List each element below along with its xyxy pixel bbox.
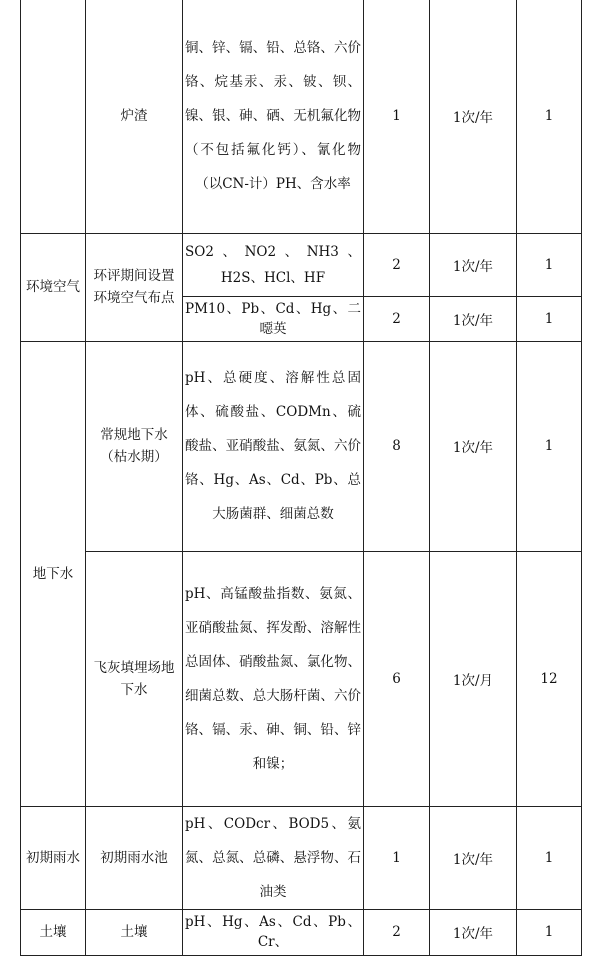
frequency-cell: 1次/年 [430, 909, 517, 955]
times-cell: 1 [517, 296, 582, 341]
monitoring-table [20, 0, 582, 956]
frequency-cell: 1次/年 [430, 296, 517, 341]
times-cell: 1 [517, 341, 582, 551]
parameters-cell: PM10、Pb、Cd、Hg、二噁英 [183, 296, 364, 341]
parameters-cell: 铜、锌、镉、铅、总铬、六价铬、烷基汞、汞、铍、钡、镍、银、砷、硒、无机氟化物（不包括氟化钙）、氰化物（以CN-计）PH、含水率 [183, 0, 364, 233]
table-row [21, 806, 582, 909]
point-count-cell: 2 [364, 909, 430, 955]
times-cell: 1 [517, 233, 582, 296]
table-row [21, 233, 582, 296]
monitoring-point-cell: 飞灰填埋场地下水 [86, 551, 183, 806]
monitoring-point-cell: 炉渣 [86, 0, 183, 233]
category-cell: 环境空气 [21, 233, 86, 341]
point-count-cell: 6 [364, 551, 430, 806]
point-count-cell: 8 [364, 341, 430, 551]
category-cell: 初期雨水 [21, 806, 86, 909]
frequency-cell: 1次/年 [430, 806, 517, 909]
parameters-cell: pH、高锰酸盐指数、氨氮、亚硝酸盐氮、挥发酚、溶解性总固体、硝酸盐氮、氯化物、细菌总数、总大肠杆菌、六价铬、镉、汞、砷、铜、铅、锌和镍； [183, 551, 364, 806]
table-row [21, 909, 582, 955]
table-row [21, 341, 582, 551]
monitoring-point-cell: 土壤 [86, 909, 183, 955]
monitoring-point-cell: 环评期间设置环境空气布点 [86, 233, 183, 341]
frequency-cell: 1次/年 [430, 0, 517, 233]
frequency-cell: 1次/年 [430, 233, 517, 296]
parameters-cell: pH、总硬度、溶解性总固体、硫酸盐、CODMn、硫酸盐、亚硝酸盐、氨氮、六价铬、Hg、As、Cd、Pb、总大肠菌群、细菌总数 [183, 341, 364, 551]
times-cell: 1 [517, 0, 582, 233]
point-count-cell: 1 [364, 0, 430, 233]
category-cell: 土壤 [21, 909, 86, 955]
monitoring-point-cell: 初期雨水池 [86, 806, 183, 909]
point-count-cell: 2 [364, 233, 430, 296]
parameters-cell: pH、CODcr、BOD5、氨氮、总氮、总磷、悬浮物、石油类 [183, 806, 364, 909]
frequency-cell: 1次/年 [430, 341, 517, 551]
table-row [21, 551, 582, 806]
category-cell: 地下水 [21, 341, 86, 806]
point-count-cell: 1 [364, 806, 430, 909]
times-cell: 1 [517, 909, 582, 955]
parameters-cell: SO2、NO2、NH3、H2S、HCl、HF [183, 233, 364, 296]
parameters-cell: pH、Hg、As、Cd、Pb、Cr、 [183, 909, 364, 955]
times-cell: 1 [517, 806, 582, 909]
frequency-cell: 1次/月 [430, 551, 517, 806]
times-cell: 12 [517, 551, 582, 806]
table-row [21, 0, 582, 233]
point-count-cell: 2 [364, 296, 430, 341]
monitoring-point-cell: 常规地下水（枯水期） [86, 341, 183, 551]
category-cell [21, 0, 86, 233]
